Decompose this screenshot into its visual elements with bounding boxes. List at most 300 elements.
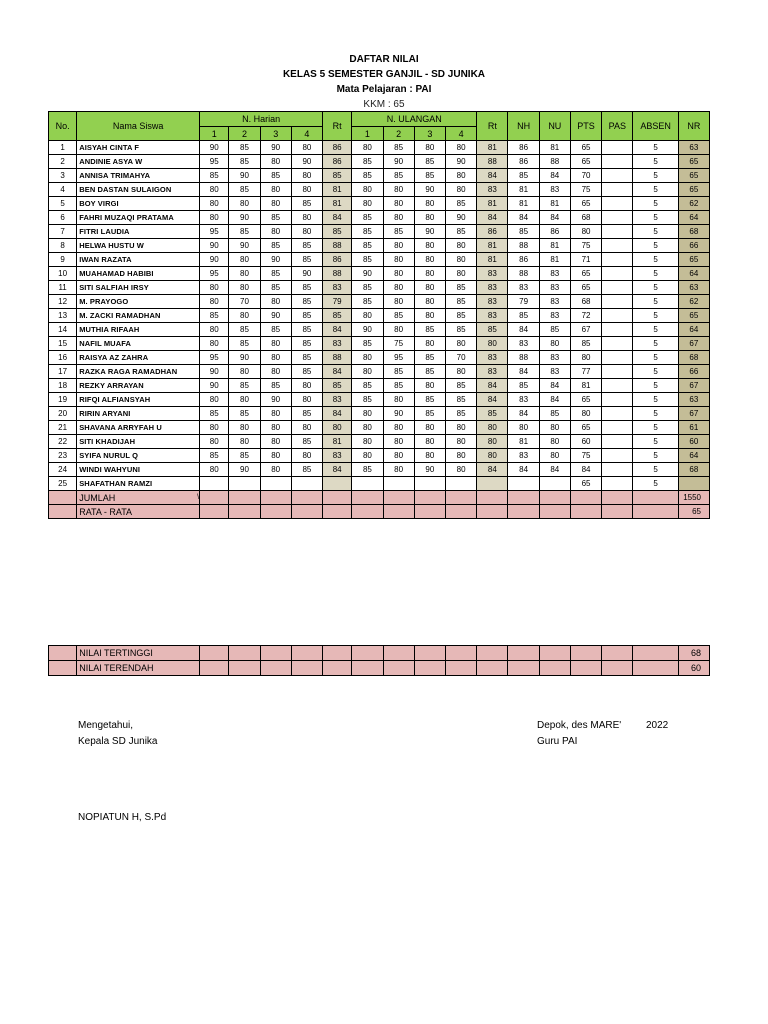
harian-score: 85 [229, 155, 260, 169]
summary-cell [200, 661, 229, 676]
nu-score: 83 [539, 281, 570, 295]
jumlah-cell [260, 491, 291, 505]
ulangan-score: 80 [414, 309, 445, 323]
ulangan-score: 80 [445, 267, 476, 281]
harian-score: 80 [260, 183, 291, 197]
nr-score: 68 [678, 463, 709, 477]
row-number: 5 [49, 197, 77, 211]
pas-score [602, 421, 633, 435]
nr-score: 68 [678, 351, 709, 365]
row-number: 10 [49, 267, 77, 281]
summary-cell [477, 646, 508, 661]
header-ulangan-2: 2 [383, 127, 414, 141]
ulangan-score: 80 [414, 435, 445, 449]
nh-score: 81 [508, 197, 539, 211]
jumlah-cell [508, 491, 539, 505]
harian-average: 84 [323, 323, 352, 337]
ulangan-score: 90 [414, 225, 445, 239]
summary-cell [570, 646, 601, 661]
pts-score: 71 [570, 253, 601, 267]
nr-score: 63 [678, 281, 709, 295]
nu-score: 84 [539, 393, 570, 407]
harian-average: 83 [323, 337, 352, 351]
table-row [49, 253, 710, 267]
harian-score: 80 [260, 449, 291, 463]
ulangan-score: 85 [414, 351, 445, 365]
ulangan-score: 80 [414, 295, 445, 309]
student-name: ANDINIE ASYA W [77, 155, 200, 169]
nh-score: 80 [508, 421, 539, 435]
pas-score [602, 309, 633, 323]
summary-cell [200, 646, 229, 661]
harian-score: 85 [200, 169, 229, 183]
harian-score: 90 [229, 351, 260, 365]
ulangan-score: 80 [445, 463, 476, 477]
harian-average: 84 [323, 463, 352, 477]
ulangan-score: 80 [445, 337, 476, 351]
harian-score: 80 [200, 281, 229, 295]
student-name: M. PRAYOGO [77, 295, 200, 309]
absen-value: 5 [633, 407, 678, 421]
nu-score: 83 [539, 267, 570, 281]
rata-cell [414, 505, 445, 519]
table-row [49, 155, 710, 169]
harian-score: 90 [200, 253, 229, 267]
summary-cell [352, 646, 383, 661]
pas-score [602, 197, 633, 211]
nr-score: 60 [678, 435, 709, 449]
ulangan-score: 85 [352, 253, 383, 267]
nu-score: 84 [539, 463, 570, 477]
ulangan-score: 80 [414, 337, 445, 351]
harian-score: 80 [260, 295, 291, 309]
harian-average: 81 [323, 183, 352, 197]
pts-score: 80 [570, 225, 601, 239]
ulangan-score: 80 [445, 365, 476, 379]
table-row [49, 141, 710, 155]
table-row [49, 337, 710, 351]
student-name: FAHRI MUZAQI PRATAMA [77, 211, 200, 225]
harian-average: 79 [323, 295, 352, 309]
ulangan-score: 90 [352, 267, 383, 281]
ulangan-score [445, 477, 476, 491]
ulangan-average: 80 [477, 337, 508, 351]
harian-score: 80 [291, 169, 322, 183]
rata-cell [602, 505, 633, 519]
harian-score: 85 [291, 239, 322, 253]
nr-score: 65 [678, 253, 709, 267]
ulangan-score [352, 477, 383, 491]
nr-score: 64 [678, 267, 709, 281]
pts-score: 60 [570, 435, 601, 449]
harian-average: 83 [323, 449, 352, 463]
ulangan-score: 85 [414, 365, 445, 379]
table-row [49, 477, 710, 491]
absen-value: 5 [633, 281, 678, 295]
absen-value: 5 [633, 323, 678, 337]
summary-cell [539, 646, 570, 661]
ulangan-score: 80 [414, 449, 445, 463]
harian-score: 85 [200, 449, 229, 463]
harian-score: 85 [291, 281, 322, 295]
absen-value: 5 [633, 211, 678, 225]
terendah-row [49, 661, 710, 676]
ulangan-score: 80 [383, 281, 414, 295]
harian-score: 85 [229, 407, 260, 421]
harian-average: 83 [323, 393, 352, 407]
ulangan-score: 80 [383, 463, 414, 477]
ulangan-score: 85 [352, 281, 383, 295]
nh-score: 81 [508, 435, 539, 449]
pas-score [602, 239, 633, 253]
nu-score: 83 [539, 365, 570, 379]
student-name: IWAN RAZATA [77, 253, 200, 267]
ulangan-score: 80 [445, 239, 476, 253]
student-name: SITI KHADIJAH [77, 435, 200, 449]
header-ulangan-3: 3 [414, 127, 445, 141]
terendah-label: NILAI TERENDAH [77, 661, 200, 676]
table-row [49, 463, 710, 477]
ulangan-score: 85 [352, 295, 383, 309]
nr-score: 65 [678, 169, 709, 183]
summary-cell [633, 661, 678, 676]
pas-score [602, 267, 633, 281]
harian-score: 85 [260, 239, 291, 253]
rata-cell [323, 505, 352, 519]
ulangan-score: 75 [383, 337, 414, 351]
harian-score: 95 [200, 155, 229, 169]
absen-value: 5 [633, 435, 678, 449]
ulangan-score: 85 [445, 309, 476, 323]
place-date: Depok, des MARE' [537, 720, 622, 731]
summary-cell [383, 661, 414, 676]
pas-score [602, 393, 633, 407]
harian-score: 80 [200, 183, 229, 197]
row-number: 14 [49, 323, 77, 337]
ulangan-score: 80 [445, 183, 476, 197]
harian-score: 80 [229, 365, 260, 379]
header-ulangan-4: 4 [445, 127, 476, 141]
harian-score: 85 [229, 379, 260, 393]
harian-average: 88 [323, 267, 352, 281]
absen-value: 5 [633, 449, 678, 463]
table-row [49, 225, 710, 239]
harian-score: 85 [229, 449, 260, 463]
nr-score: 67 [678, 407, 709, 421]
pts-score: 75 [570, 239, 601, 253]
ulangan-score: 80 [414, 281, 445, 295]
ulangan-score: 80 [352, 197, 383, 211]
ulangan-score: 85 [352, 225, 383, 239]
student-name: FITRI LAUDIA [77, 225, 200, 239]
pas-score [602, 449, 633, 463]
rata-cell [260, 505, 291, 519]
student-name: SYIFA NURUL Q [77, 449, 200, 463]
harian-score: 95 [200, 225, 229, 239]
jumlah-cell [383, 491, 414, 505]
harian-score: 80 [291, 393, 322, 407]
harian-average: 85 [323, 309, 352, 323]
harian-average: 85 [323, 169, 352, 183]
nh-score [508, 477, 539, 491]
ulangan-score: 85 [383, 309, 414, 323]
absen-value: 5 [633, 183, 678, 197]
harian-score [229, 477, 260, 491]
harian-score: 90 [260, 309, 291, 323]
harian-average [323, 477, 352, 491]
absen-value: 5 [633, 169, 678, 183]
harian-score: 80 [229, 309, 260, 323]
jumlah-cell [229, 491, 260, 505]
pas-score [602, 323, 633, 337]
summary-table [48, 645, 710, 676]
harian-score: 80 [291, 183, 322, 197]
harian-score: 85 [260, 267, 291, 281]
nr-score: 61 [678, 421, 709, 435]
row-number: 24 [49, 463, 77, 477]
ulangan-score: 80 [414, 239, 445, 253]
harian-score: 85 [291, 197, 322, 211]
harian-average: 80 [323, 421, 352, 435]
summary-cell [229, 646, 260, 661]
harian-score: 80 [200, 323, 229, 337]
ulangan-score: 90 [414, 463, 445, 477]
table-row [49, 239, 710, 253]
ulangan-score: 80 [445, 449, 476, 463]
ulangan-score: 80 [383, 449, 414, 463]
table-row [49, 379, 710, 393]
row-number: 18 [49, 379, 77, 393]
pts-score: 65 [570, 477, 601, 491]
jumlah-cell [414, 491, 445, 505]
jumlah-cell [352, 491, 383, 505]
pas-score [602, 365, 633, 379]
nr-score: 68 [678, 225, 709, 239]
ulangan-average [477, 477, 508, 491]
teacher-title: Guru PAI [537, 736, 578, 747]
nr-score: 64 [678, 449, 709, 463]
ulangan-average: 80 [477, 421, 508, 435]
nr-score: 65 [678, 155, 709, 169]
harian-average: 85 [323, 225, 352, 239]
pts-score: 81 [570, 379, 601, 393]
document-title: DAFTAR NILAI [349, 54, 419, 65]
table-row [49, 351, 710, 365]
pts-score: 80 [570, 407, 601, 421]
jumlah-cell [477, 491, 508, 505]
nh-score: 86 [508, 253, 539, 267]
ulangan-score: 80 [383, 421, 414, 435]
ulangan-score: 80 [352, 309, 383, 323]
ulangan-score: 80 [445, 141, 476, 155]
pas-score [602, 281, 633, 295]
rata-cell [383, 505, 414, 519]
nh-score: 88 [508, 239, 539, 253]
pas-score [602, 211, 633, 225]
ulangan-score: 85 [414, 407, 445, 421]
student-name: WINDI WAHYUNI [77, 463, 200, 477]
acknowledged-text: Mengetahui, [78, 720, 134, 731]
absen-value: 5 [633, 267, 678, 281]
ulangan-score: 80 [383, 239, 414, 253]
student-name: MUTHIA RIFAAH [77, 323, 200, 337]
row-number: 7 [49, 225, 77, 239]
nu-score: 86 [539, 225, 570, 239]
student-name: RIRIN ARYANI [77, 407, 200, 421]
harian-average: 86 [323, 253, 352, 267]
nr-score: 65 [678, 183, 709, 197]
row-number: 3 [49, 169, 77, 183]
pas-score [602, 477, 633, 491]
ulangan-score: 80 [414, 421, 445, 435]
harian-score: 85 [260, 169, 291, 183]
ulangan-score: 85 [352, 211, 383, 225]
row-number: 8 [49, 239, 77, 253]
ulangan-average: 81 [477, 239, 508, 253]
harian-score: 85 [291, 435, 322, 449]
table-row [49, 407, 710, 421]
ulangan-score: 85 [352, 463, 383, 477]
student-name: SHAFATHAN RAMZI [77, 477, 200, 491]
summary-cell [508, 661, 539, 676]
rata-cell [229, 505, 260, 519]
nr-score: 62 [678, 295, 709, 309]
signature-right [537, 718, 668, 750]
harian-score: 80 [229, 267, 260, 281]
absen-value: 5 [633, 351, 678, 365]
harian-score: 80 [200, 211, 229, 225]
ulangan-score: 85 [352, 379, 383, 393]
nr-score: 62 [678, 197, 709, 211]
nh-score: 84 [508, 211, 539, 225]
harian-average: 83 [323, 281, 352, 295]
ulangan-score: 85 [383, 169, 414, 183]
ulangan-score: 90 [383, 155, 414, 169]
row-number: 15 [49, 337, 77, 351]
student-name: SHAVANA ARRYFAH U [77, 421, 200, 435]
nr-score [678, 477, 709, 491]
nh-score: 84 [508, 463, 539, 477]
nh-score: 86 [508, 141, 539, 155]
harian-score: 80 [260, 365, 291, 379]
ulangan-score: 85 [414, 155, 445, 169]
harian-score: 80 [229, 421, 260, 435]
nu-score: 84 [539, 169, 570, 183]
pts-score: 75 [570, 449, 601, 463]
nh-score: 85 [508, 379, 539, 393]
row-number: 1 [49, 141, 77, 155]
row-number: 16 [49, 351, 77, 365]
nu-score: 83 [539, 183, 570, 197]
pas-score [602, 407, 633, 421]
harian-score: 85 [260, 379, 291, 393]
rata-cell [200, 505, 229, 519]
pas-score [602, 253, 633, 267]
harian-score: 85 [291, 365, 322, 379]
tertinggi-value: 68 [678, 646, 709, 661]
nu-score: 80 [539, 421, 570, 435]
table-row [49, 211, 710, 225]
ulangan-score: 85 [445, 295, 476, 309]
ulangan-score: 85 [383, 365, 414, 379]
jumlah-cell [291, 491, 322, 505]
ulangan-score: 80 [352, 407, 383, 421]
ulangan-score: 70 [445, 351, 476, 365]
pas-score [602, 337, 633, 351]
absen-value: 5 [633, 365, 678, 379]
student-name: AISYAH CINTA F [77, 141, 200, 155]
pas-score [602, 183, 633, 197]
summary-cell [323, 661, 352, 676]
harian-average: 85 [323, 379, 352, 393]
harian-score: 80 [229, 197, 260, 211]
row-number: 20 [49, 407, 77, 421]
ulangan-average: 80 [477, 449, 508, 463]
header-rt-ulangan: Rt [477, 112, 508, 141]
harian-score: 80 [291, 141, 322, 155]
table-row [49, 435, 710, 449]
harian-score: 85 [229, 337, 260, 351]
row-number: 21 [49, 421, 77, 435]
pas-score [602, 295, 633, 309]
nh-score: 83 [508, 337, 539, 351]
header-rt-harian: Rt [323, 112, 352, 141]
harian-score: 80 [200, 393, 229, 407]
harian-score: 95 [200, 267, 229, 281]
row-number: 12 [49, 295, 77, 309]
harian-score: 80 [260, 155, 291, 169]
ulangan-score: 85 [352, 155, 383, 169]
pts-score: 70 [570, 169, 601, 183]
pts-score: 65 [570, 393, 601, 407]
jumlah-blank [49, 491, 77, 505]
harian-score: 80 [291, 449, 322, 463]
harian-score: 90 [229, 239, 260, 253]
ulangan-score: 85 [383, 141, 414, 155]
table-row [49, 183, 710, 197]
pts-score: 65 [570, 197, 601, 211]
ulangan-score: 85 [414, 393, 445, 407]
pas-score [602, 379, 633, 393]
subject-line: Mata Pelajaran : PAI [336, 84, 432, 95]
absen-value: 5 [633, 239, 678, 253]
ulangan-score: 80 [352, 351, 383, 365]
ulangan-average: 83 [477, 309, 508, 323]
student-name: SITI SALFIAH IRSY [77, 281, 200, 295]
header-harian-4: 4 [291, 127, 322, 141]
rata-cell [539, 505, 570, 519]
summary-cell [352, 661, 383, 676]
absen-value: 5 [633, 225, 678, 239]
ulangan-score: 80 [352, 421, 383, 435]
harian-score: 85 [229, 323, 260, 337]
ulangan-score: 85 [445, 323, 476, 337]
tertinggi-label: NILAI TERTINGGI [77, 646, 200, 661]
summary-cell [260, 661, 291, 676]
header-harian-1: 1 [200, 127, 229, 141]
harian-average: 88 [323, 351, 352, 365]
nu-score: 81 [539, 141, 570, 155]
ulangan-score: 80 [383, 295, 414, 309]
summary-cell [602, 661, 633, 676]
ulangan-score: 85 [445, 379, 476, 393]
place-date-line [537, 718, 668, 734]
student-name: ANNISA TRIMAHYA [77, 169, 200, 183]
harian-score: 80 [291, 379, 322, 393]
rata-cell [633, 505, 678, 519]
summary-cell [633, 646, 678, 661]
ulangan-average: 86 [477, 225, 508, 239]
